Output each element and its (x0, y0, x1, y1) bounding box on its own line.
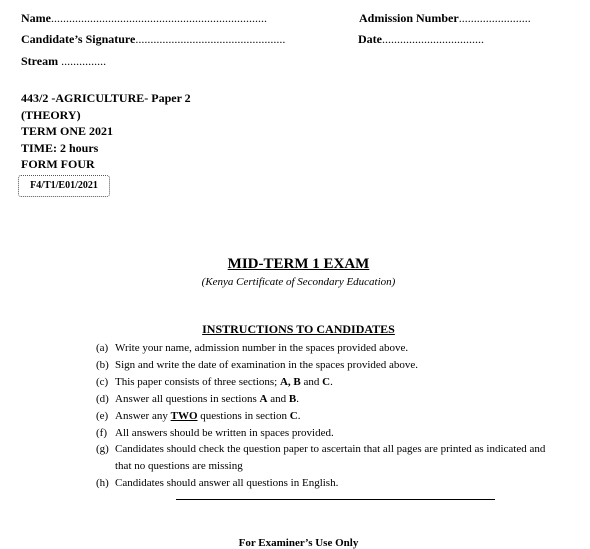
instruction-label: (a) (96, 342, 109, 354)
stream-line (21, 54, 106, 69)
date-line (358, 32, 484, 47)
stream-dots[interactable]: ............... (61, 54, 107, 68)
admission-dots[interactable]: ........................ (458, 11, 531, 25)
instruction-text-part: . (296, 392, 299, 405)
instruction-label: (e) (96, 409, 109, 422)
instruction-label: (g) (96, 443, 109, 456)
instruction-text-part: . (297, 409, 301, 422)
instruction-text: Write your name, admission number in the spaces provided above. (115, 342, 409, 354)
instruction-text (115, 374, 556, 391)
paper-form: FORM FOUR (21, 157, 95, 172)
instruction-bold-part: A, B (279, 375, 301, 388)
paper-theory: (THEORY) (21, 107, 81, 122)
instruction-item (96, 374, 556, 391)
instruction-text: Candidates should check the question paper to ascertain that all pages are printed as indicated and that no questions are missing (115, 443, 546, 473)
instruction-item (96, 425, 556, 442)
admission-label: Admission Number (359, 11, 459, 25)
instruction-text-part: Answer any (115, 409, 171, 422)
instruction-text: All answers should be written in spaces provided. (115, 426, 334, 439)
examiner-heading: For Examiner’s Use Only (238, 537, 359, 549)
name-line (21, 11, 267, 26)
instruction-item (96, 408, 556, 425)
paper-time: TIME: 2 hours (21, 140, 99, 155)
divider-line (176, 499, 495, 500)
instruction-label: (f) (96, 426, 107, 439)
instruction-text-part: and (300, 375, 323, 388)
instruction-item (96, 391, 556, 408)
stream-label: Stream (21, 54, 59, 68)
instruction-label: (b) (96, 358, 109, 371)
instruction-text: Candidates should answer all questions in English. (115, 477, 339, 490)
instruction-text (115, 408, 556, 425)
signature-dots[interactable]: .................................................. (135, 32, 286, 46)
exam-title: MID-TERM 1 EXAM (227, 256, 370, 272)
instruction-text-part: . (330, 375, 333, 388)
instruction-item (96, 475, 556, 492)
instruction-bold-part: C (322, 375, 331, 388)
instruction-text-part: Answer all questions in sections (115, 392, 260, 405)
date-label: Date (358, 32, 382, 46)
instruction-bold-part: A (259, 392, 268, 405)
instruction-item (96, 340, 556, 357)
instruction-text: Sign and write the date of examination in the spaces provided above. (115, 358, 419, 371)
paper-ref-code: F4/T1/E01/2021 (18, 175, 110, 197)
signature-label: Candidate’s Signature (21, 32, 136, 46)
instruction-label: (c) (96, 375, 109, 388)
paper-code-title: 443/2 -AGRICULTURE- Paper 2 (21, 91, 191, 105)
name-dots[interactable]: ........................................................................ (51, 11, 267, 25)
instruction-label: (h) (96, 477, 109, 490)
instructions-list (96, 340, 556, 492)
admission-line (359, 11, 531, 26)
instruction-text (115, 391, 556, 408)
instruction-item (96, 357, 556, 374)
instruction-text-part: questions in section (197, 409, 290, 422)
instruction-bold-part: C (289, 409, 298, 422)
paper-meta (21, 90, 191, 173)
instruction-bold-part: B (288, 392, 297, 405)
instruction-item (96, 441, 556, 475)
instruction-label: (d) (96, 392, 109, 405)
exam-subtitle: (Kenya Certificate of Secondary Education) (201, 276, 396, 288)
name-label: Name (21, 11, 51, 25)
instructions-heading: INSTRUCTIONS TO CANDIDATES (202, 322, 395, 336)
instruction-text-part: and (267, 392, 289, 405)
paper-term: TERM ONE 2021 (21, 124, 114, 139)
instruction-bold-part: TWO (170, 409, 198, 422)
date-dots[interactable]: .................................. (382, 32, 484, 46)
instruction-text-part: This paper consists of three sections; (115, 375, 280, 388)
signature-line (21, 32, 285, 47)
